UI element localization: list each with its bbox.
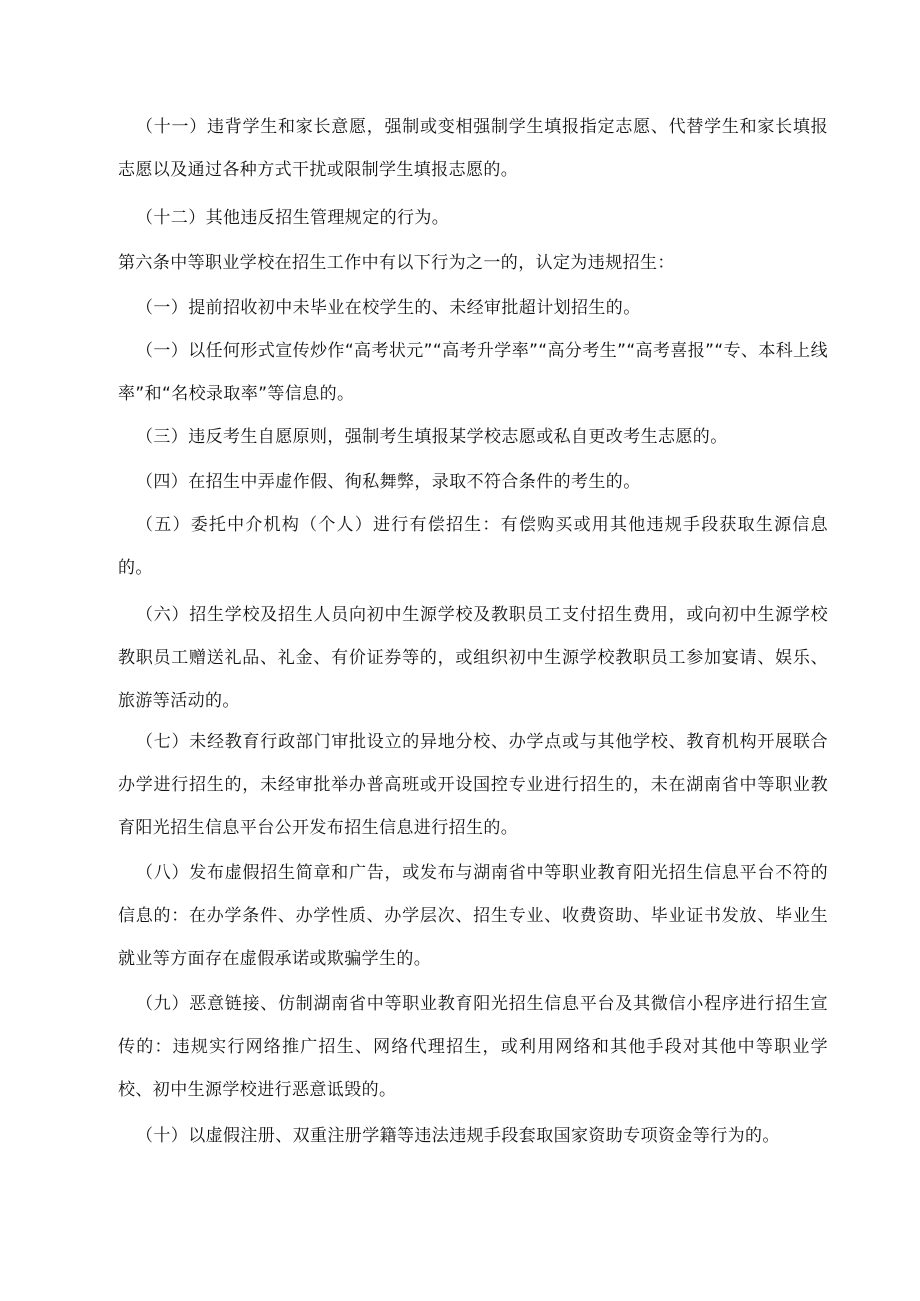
paragraph-item-2: （一）以任何形式宣传炒作“高考状元”“高考升学率”“高分考生”“高考喜报”“专、本科上线率”和“名校录取率”等信息的。 <box>118 341 828 404</box>
paragraph-item-3: （三）违反考生自愿原则，强制考生填报某学校志愿或私自更改考生志愿的。 <box>136 427 728 447</box>
paragraph-item-6: （六）招生学校及招生人员向初中生源学校及教职员工支付招生费用，或向初中生源学校教职员工赠送礼品、礼金、有价证券等的，或组织初中生源学校教职员工参加宴请、娱乐、旅游等活动的。 <box>118 605 828 711</box>
paragraph-item-4: （四）在招生中弄虚作假、徇私舞弊，录取不符合条件的考生的。 <box>136 472 641 492</box>
paragraph-item-7: （七）未经教育行政部门审批设立的异地分校、办学点或与其他学校、教育机构开展联合办学进行招生的，未经审批举办普高班或开设国控专业进行招生的，未在湖南省中等职业教育阳光招生信息平台公开发布招生信息进行招生的。 <box>118 732 828 838</box>
paragraph-item-8: （八）发布虚假招生简章和广告，或发布与湖南省中等职业教育阳光招生信息平台不符的信息的：在办学条件、办学性质、办学层次、招生专业、收费资助、毕业证书发放、毕业生就业等方面存在虚假承诺或欺骗学生的。 <box>118 863 828 969</box>
paragraph-item-11: （十一）违背学生和家长意愿，强制或变相强制学生填报指定志愿、代替学生和家长填报志愿以及通过各种方式干扰或限制学生填报志愿的。 <box>118 117 828 180</box>
paragraph-item-1: （一）提前招收初中未毕业在校学生的、未经审批超计划招生的。 <box>136 298 641 318</box>
paragraph-item-9: （九）恶意链接、仿制湖南省中等职业教育阳光招生信息平台及其微信小程序进行招生宣传的：违规实行网络推广招生、网络代理招生，或利用网络和其他手段对其他中等职业学校、初中生源学校进行恶意诋毁的。 <box>118 994 828 1100</box>
paragraph-item-12: （十二）其他违反招生管理规定的行为。 <box>136 208 450 228</box>
paragraph-item-5: （五）委托中介机构（个人）进行有偿招生：有偿购买或用其他违规手段获取生源信息的。 <box>118 515 828 578</box>
paragraph-article-6: 第六条中等职业学校在招生工作中有以下行为之一的，认定为违规招生： <box>118 253 675 273</box>
paragraph-item-10: （十）以虚假注册、双重注册学籍等违法违规手段套取国家资助专项资金等行为的。 <box>136 1126 780 1146</box>
